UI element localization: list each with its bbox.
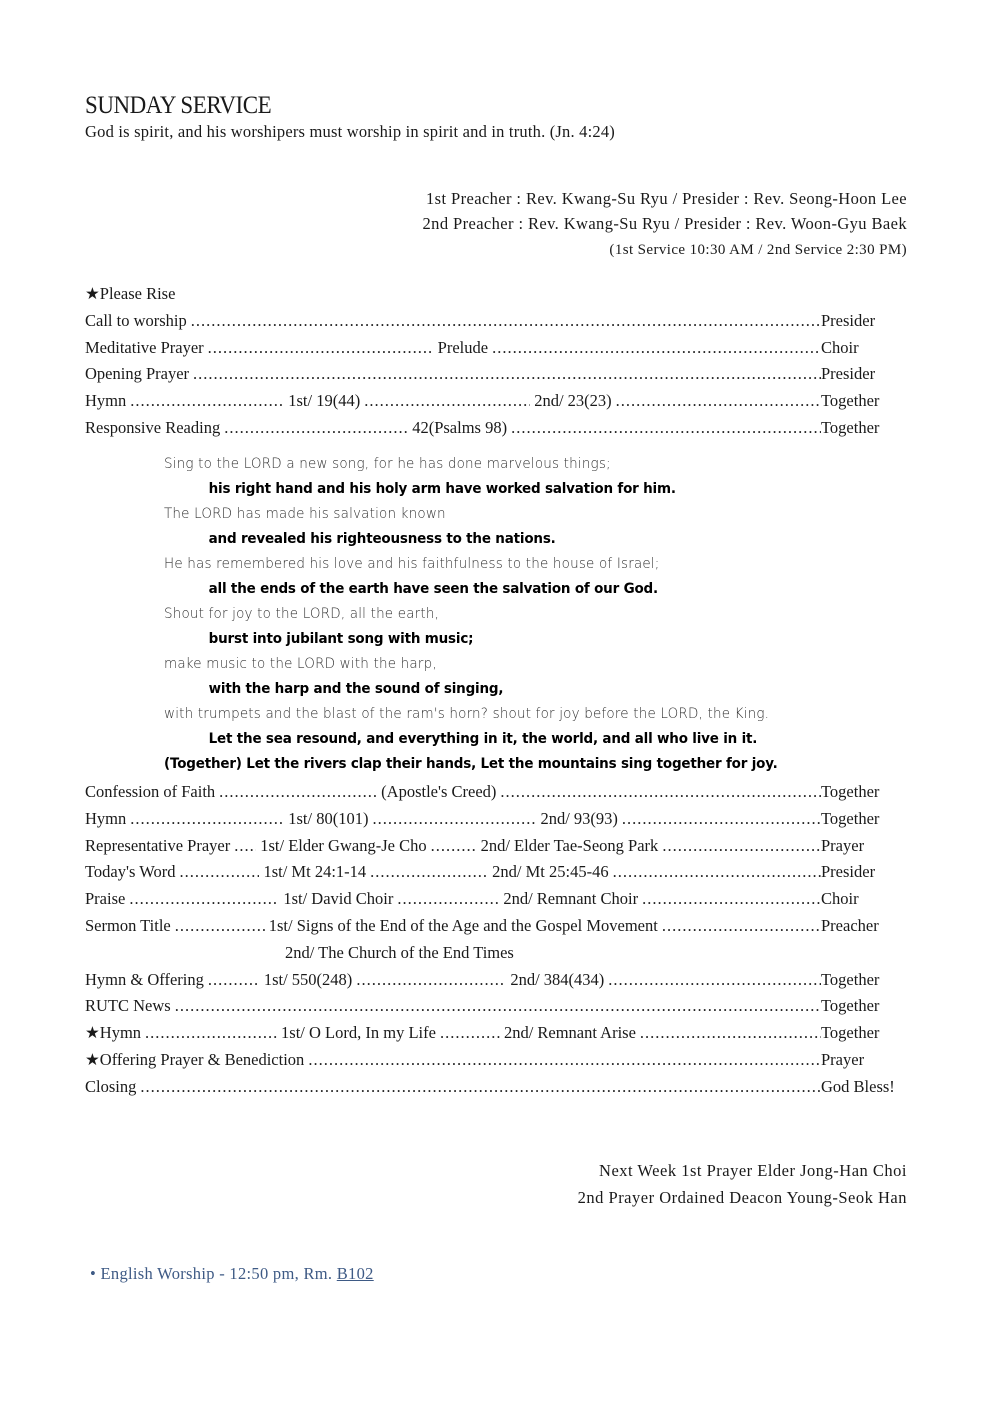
reading-leader-line: The LORD has made his salvation known <box>164 506 446 522</box>
item-role: Together <box>821 782 880 801</box>
dot-leader <box>622 809 821 829</box>
order-row-hymn <box>85 809 907 836</box>
reading-response-line: his right hand and his holy arm have worked salvation for him. <box>208 481 676 497</box>
dot-leader <box>608 970 821 990</box>
first-service-detail: 1st/ Mt 24:1-14 <box>263 862 367 882</box>
room-link[interactable]: B102 <box>336 1264 374 1283</box>
item-label: Opening Prayer <box>85 364 190 384</box>
first-service-detail: 1st/ 19(44) <box>288 391 361 411</box>
reading-response-line: all the ends of the earth have seen the salvation of our God. <box>208 581 658 597</box>
bullet-icon: • <box>90 1264 97 1283</box>
item-role: Together <box>821 417 880 437</box>
dot-leader <box>193 364 821 384</box>
item-label: ★Hymn <box>85 1023 142 1043</box>
dot-leader <box>224 418 408 438</box>
reading-leader-line: Shout for joy to the LORD, all the earth, <box>164 606 440 622</box>
dot-leader <box>179 862 259 882</box>
order-row-confession <box>85 782 907 809</box>
order-row-sermon-title-second <box>85 943 907 970</box>
second-service-preacher: 2nd Preacher : Rev. Kwang-Su Ryu / Presider : Rev. Woon-Gyu Baek <box>422 214 907 233</box>
order-row-responsive-reading <box>85 418 907 445</box>
english-worship-notice <box>90 1264 374 1284</box>
order-row-benediction <box>85 1050 907 1077</box>
second-service-detail: 2nd/ Mt 25:45-46 <box>492 862 609 882</box>
dot-leader <box>219 782 377 802</box>
dot-leader <box>308 1050 821 1070</box>
item-role: Choir <box>821 337 859 357</box>
item-role: Together <box>821 969 880 989</box>
item-detail: Prelude <box>437 337 489 357</box>
item-role: Together <box>821 1023 880 1043</box>
item-label: Call to worship <box>85 310 187 330</box>
order-row-closing <box>85 1077 907 1104</box>
order-row-representative-prayer <box>85 836 907 863</box>
first-service-detail: 1st/ David Choir <box>283 889 394 909</box>
dot-leader <box>145 1023 277 1043</box>
item-role: Presider <box>821 364 876 384</box>
dot-leader <box>208 970 260 990</box>
first-service-detail: 1st/ Elder Gwang-Je Cho <box>260 835 427 855</box>
reading-together-line: (Together) Let the rivers clap their hands, Let the mountains sing together for joy. <box>164 756 778 772</box>
dot-leader <box>492 338 821 358</box>
order-row-opening-prayer <box>85 364 907 391</box>
first-service-detail: 1st/ 80(101) <box>288 808 369 828</box>
next-week-prayer <box>578 1157 907 1211</box>
reading-response-line: Let the sea resound, and everything in it, the world, and all who live in it. <box>208 731 758 747</box>
item-label: Closing <box>85 1076 137 1096</box>
item-label: Representative Prayer <box>85 835 231 855</box>
service-times: (1st Service 10:30 AM / 2nd Service 2:30 PM) <box>609 242 907 258</box>
dot-leader <box>662 916 821 936</box>
first-service-preacher: 1st Preacher : Rev. Kwang-Su Ryu / Presider : Rev. Seong-Hoon Lee <box>426 189 907 208</box>
dot-leader <box>397 889 499 909</box>
dot-leader <box>130 391 284 411</box>
dot-leader <box>613 862 821 882</box>
item-label: Today's Word <box>85 862 176 882</box>
dot-leader <box>511 418 821 438</box>
notice-text: English Worship - 12:50 pm, Rm. <box>100 1264 337 1283</box>
order-row-praise <box>85 889 907 916</box>
item-role: Together <box>821 996 880 1016</box>
second-service-detail: 2nd/ 384(434) <box>510 969 605 989</box>
item-label: Hymn <box>85 808 127 828</box>
order-row-hymn-offering <box>85 970 907 997</box>
dot-leader <box>440 1023 500 1043</box>
item-label: Responsive Reading <box>85 417 221 437</box>
dot-leader <box>372 809 536 829</box>
preacher-info <box>423 186 907 263</box>
dot-leader <box>208 338 434 358</box>
item-role: Together <box>821 808 880 828</box>
page-title: SUNDAY SERVICE <box>85 92 272 119</box>
item-label: Meditative Prayer <box>85 337 204 357</box>
item-role: Choir <box>821 889 859 909</box>
item-role: Prayer <box>821 1049 865 1069</box>
reading-leader-line: Sing to the LORD a new song, for he has done marvelous things; <box>164 456 611 472</box>
theme-verse: God is spirit, and his worshipers must worship in spirit and in truth. (Jn. 4:24) <box>85 122 615 141</box>
item-role: Presider <box>821 862 876 882</box>
order-row-hymn <box>85 391 907 418</box>
order-of-worship-continued <box>85 782 907 1104</box>
dot-leader <box>640 1023 821 1043</box>
item-role: God Bless! <box>821 1076 895 1096</box>
item-role: Prayer <box>821 835 865 855</box>
next-week-second: 2nd Prayer Ordained Deacon Young-Seok Han <box>577 1188 907 1207</box>
order-row-meditative-prayer <box>85 338 907 365</box>
please-rise-note <box>85 284 907 311</box>
order-row-call-to-worship <box>85 311 907 338</box>
item-detail: 42(Psalms 98) <box>412 417 508 437</box>
second-service-detail: 2nd/ 93(93) <box>540 808 618 828</box>
item-label: Praise <box>85 889 126 909</box>
first-service-detail: 1st/ 550(248) <box>263 969 353 989</box>
dot-leader <box>130 809 284 829</box>
dot-leader <box>642 889 821 909</box>
dot-leader <box>175 996 821 1016</box>
order-row-todays-word <box>85 862 907 889</box>
second-service-detail: 2nd/ Remnant Arise <box>503 1023 636 1043</box>
reading-response-line: burst into jubilant song with music; <box>208 631 474 647</box>
second-service-detail: 2nd/ The Church of the End Times <box>285 942 514 962</box>
order-row-star-hymn <box>85 1023 907 1050</box>
dot-leader <box>175 916 265 936</box>
item-role: Presider <box>821 310 876 330</box>
please-rise-label: ★Please Rise <box>85 284 176 303</box>
item-label: RUTC News <box>85 996 171 1016</box>
dot-leader <box>431 836 477 856</box>
item-label: Hymn <box>85 391 127 411</box>
reading-leader-line: He has remembered his love and his faithfulness to the house of Israel; <box>164 556 660 572</box>
responsive-reading-text <box>164 452 824 777</box>
order-row-rutc-news <box>85 996 907 1023</box>
order-of-worship <box>85 284 907 445</box>
order-row-sermon-title <box>85 916 907 943</box>
item-label: Hymn & Offering <box>85 969 204 989</box>
dot-leader <box>616 391 821 411</box>
second-service-detail: 2nd/ Remnant Choir <box>503 889 639 909</box>
item-label: ★Offering Prayer & Benediction <box>85 1049 305 1069</box>
item-label: Confession of Faith <box>85 782 216 801</box>
reading-response-line: with the harp and the sound of singing, <box>208 681 504 697</box>
reading-leader-line: make music to the LORD with the harp, <box>164 656 437 672</box>
dot-leader <box>129 889 279 909</box>
dot-leader <box>364 391 530 411</box>
item-detail: (Apostle's Creed) <box>381 782 497 801</box>
dot-leader <box>356 970 506 990</box>
first-service-detail: 1st/ Signs of the End of the Age and the Gospel Movement <box>268 915 658 935</box>
second-service-detail: 2nd/ Elder Tae-Seong Park <box>480 835 659 855</box>
item-label: Sermon Title <box>85 915 171 935</box>
second-service-detail: 2nd/ 23(23) <box>534 391 612 411</box>
reading-leader-line: with trumpets and the blast of the ram's horn? shout for joy before the LORD, the King. <box>164 706 770 722</box>
dot-leader <box>500 782 821 802</box>
dot-leader <box>662 836 821 856</box>
reading-response-line: and revealed his righteousness to the nations. <box>208 531 556 547</box>
first-service-detail: 1st/ O Lord, In my Life <box>281 1023 436 1043</box>
item-role: Preacher <box>821 915 879 935</box>
dot-leader <box>370 862 488 882</box>
dot-leader <box>234 836 256 856</box>
dot-leader <box>140 1077 821 1097</box>
item-role: Together <box>821 391 880 411</box>
dot-leader <box>191 311 821 331</box>
next-week-first: Next Week 1st Prayer Elder Jong-Han Choi <box>599 1161 907 1180</box>
